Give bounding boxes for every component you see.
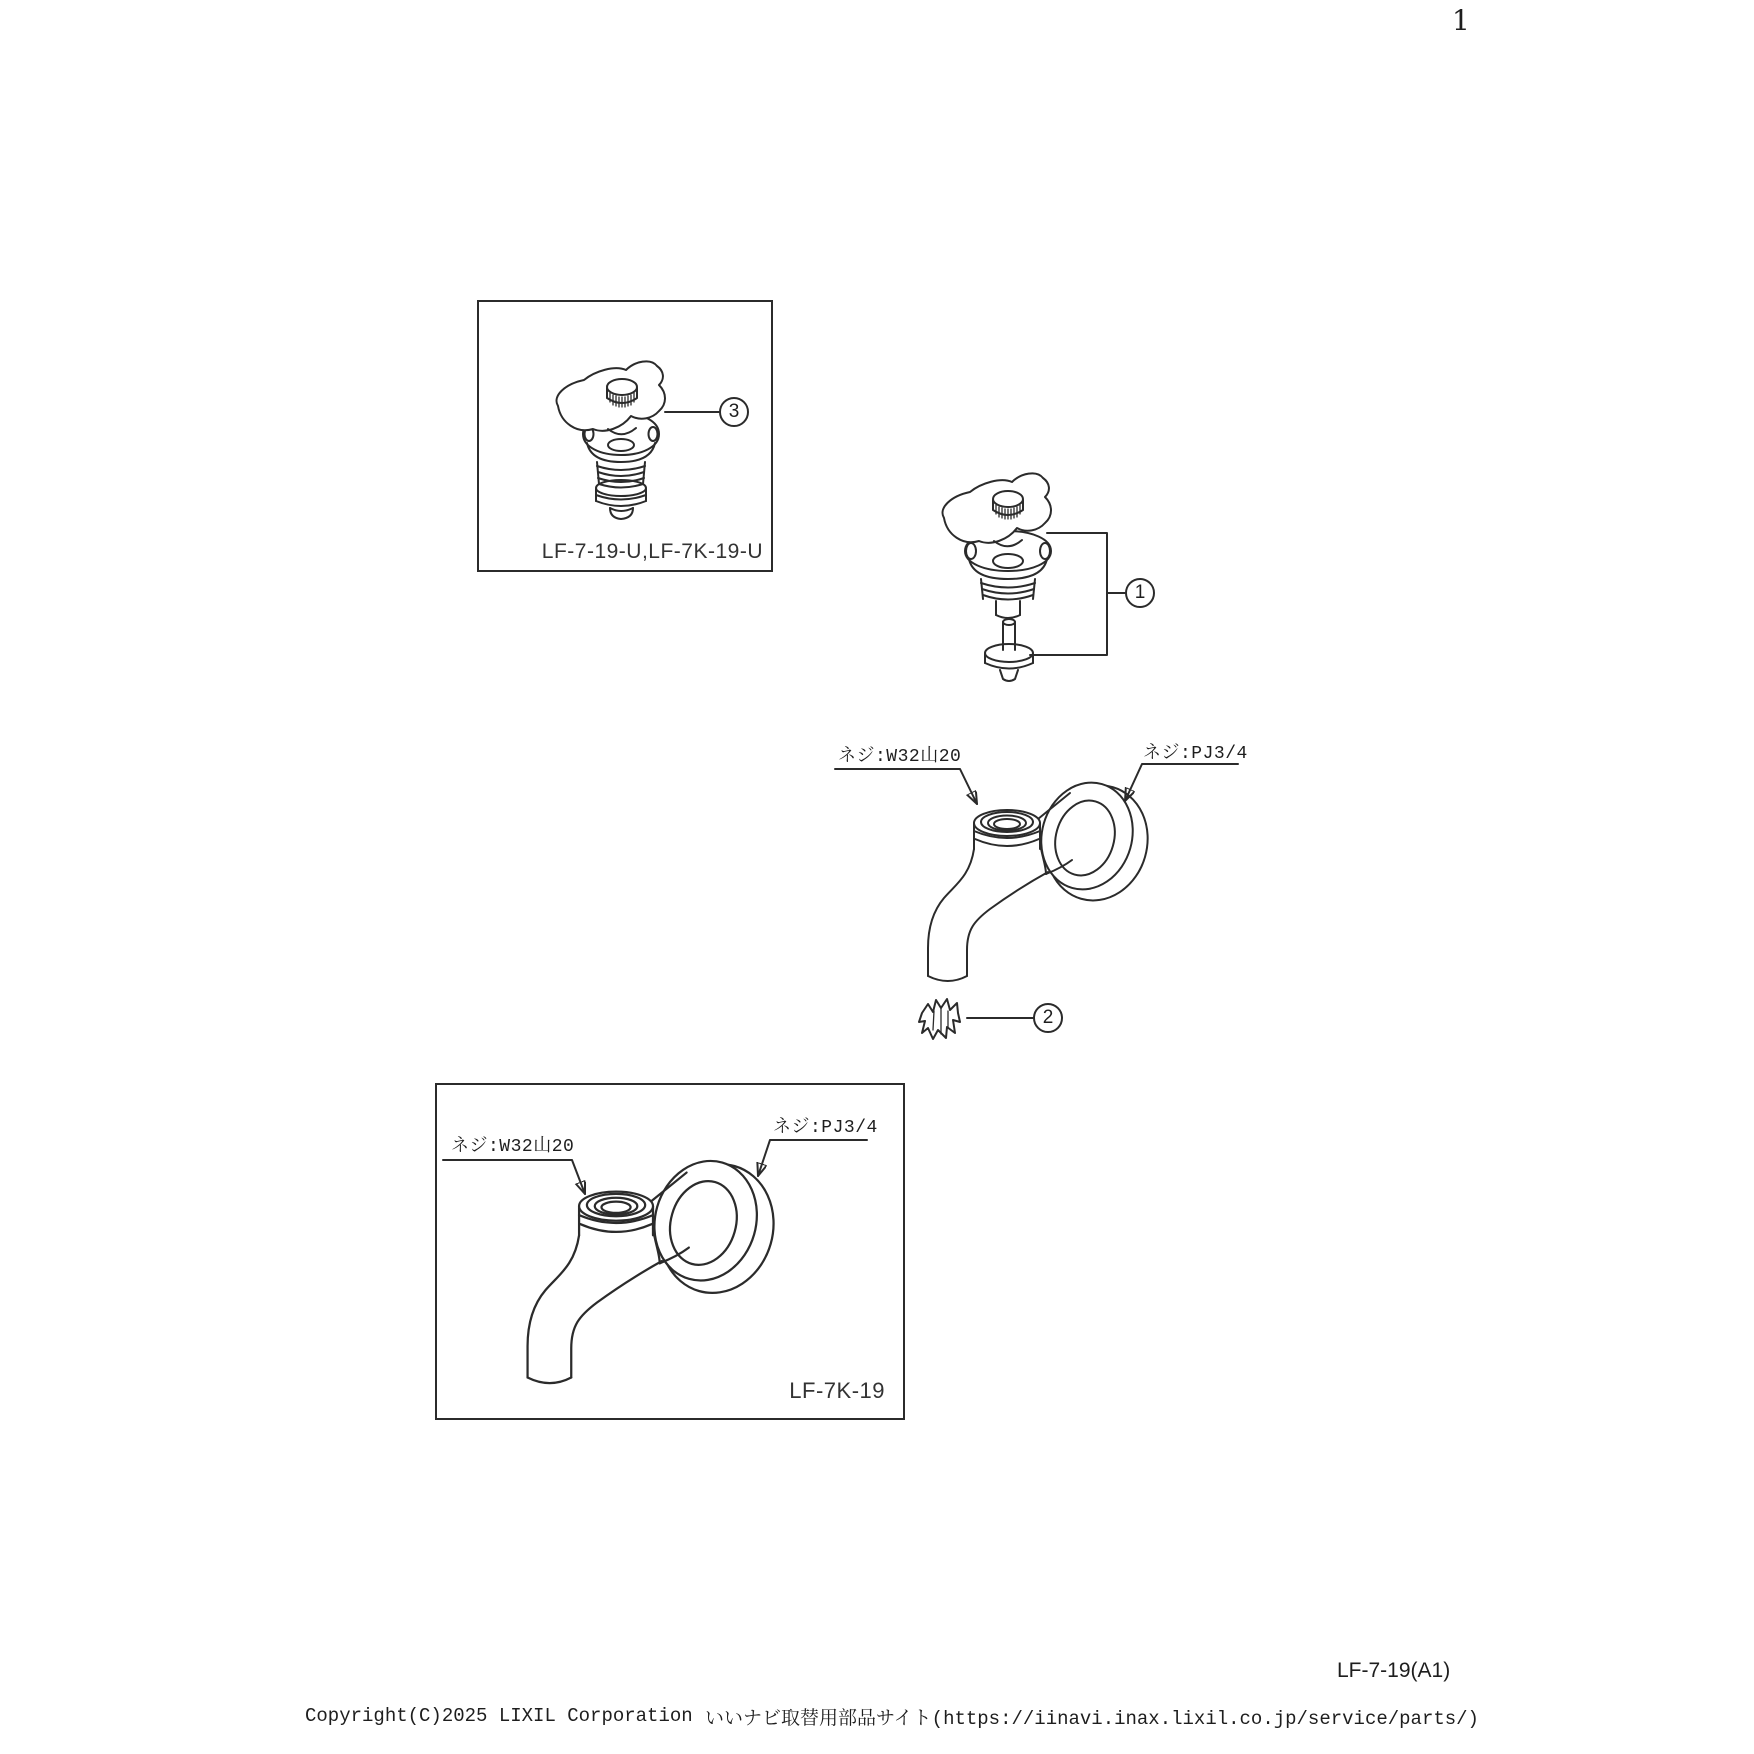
strainer-part-drawing — [919, 999, 960, 1039]
thread-label-w32-main: ネジ:W32山20 — [838, 747, 962, 767]
footer-copyright: Copyright(C)2025 LIXIL Corporation — [305, 1705, 693, 1727]
callout-part-2: 2 — [1033, 1003, 1063, 1033]
page-number: 1 — [1452, 4, 1470, 37]
callout-part-1: 1 — [1125, 578, 1155, 608]
main-handle-assembly-drawing — [943, 473, 1051, 681]
main-faucet-drawing — [928, 772, 1161, 981]
boxed-diagram-lf-7-19-u — [477, 300, 773, 572]
callout-part-3: 3 — [719, 397, 749, 427]
thread-label-pj34-main: ネジ:PJ3/4 — [1143, 744, 1248, 764]
thread-label-pj34-boxed: ネジ:PJ3/4 — [773, 1118, 878, 1138]
thread-label-w32-boxed: ネジ:W32山20 — [451, 1137, 575, 1157]
model-label-lf-7k-19: LF-7K-19 — [789, 1378, 885, 1403]
document-code: LF-7-19(A1) — [1337, 1659, 1451, 1682]
model-label-lf-7-19-u: LF-7-19-U,LF-7K-19-U — [541, 540, 763, 563]
footer-parts-site: いいナビ取替用部品サイト(https://iinavi.inax.lixil.co.jp/service/parts/) — [705, 1708, 1479, 1730]
